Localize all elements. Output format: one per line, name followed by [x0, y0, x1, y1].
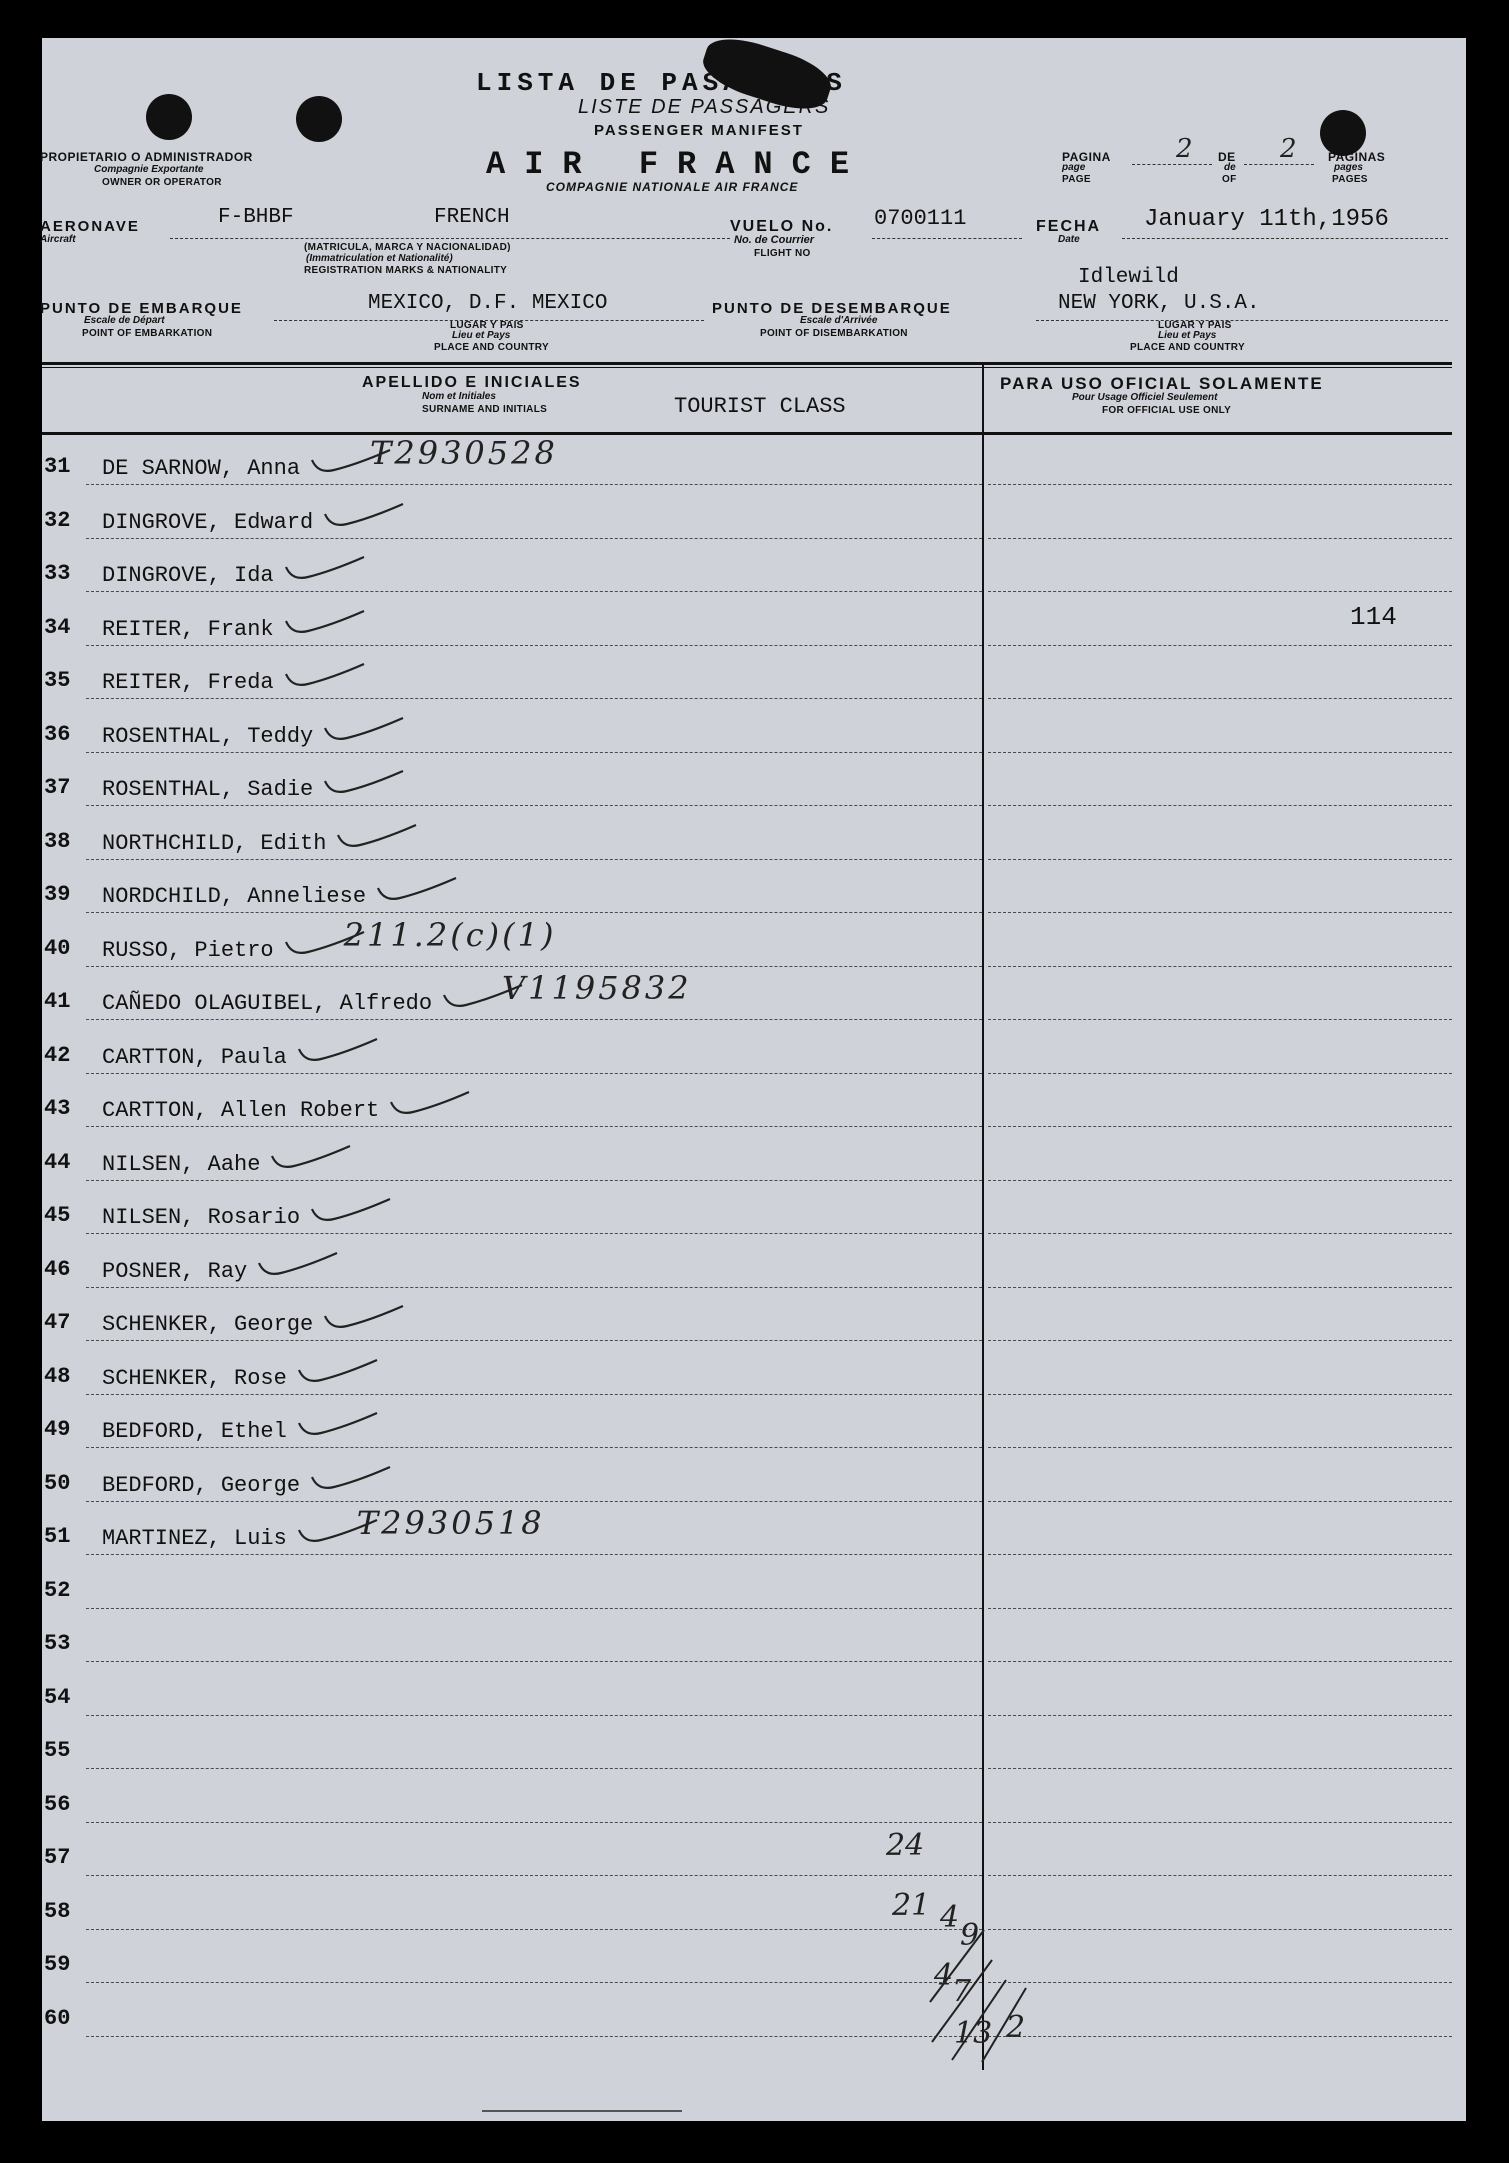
- reg-fr: (Immatriculation et Nationalité): [306, 253, 453, 264]
- check-mark: [295, 1350, 385, 1390]
- lugar-fr-1: Lieu et Pays: [452, 330, 511, 341]
- official-row-line: [988, 1768, 1452, 1769]
- vuelo-en: FLIGHT NO: [754, 248, 811, 259]
- row-number: 55: [44, 1738, 71, 1763]
- paginas-label: PAGINAS: [1328, 150, 1386, 164]
- check-mark-stroke: [272, 1146, 350, 1167]
- row-number: 35: [44, 668, 71, 693]
- row-line: [86, 1394, 982, 1395]
- check-mark-stroke: [259, 1253, 337, 1274]
- passenger-name: REITER, Freda: [102, 670, 274, 695]
- fecha-label: FECHA: [1036, 218, 1102, 235]
- passenger-name: DINGROVE, Ida: [102, 563, 274, 588]
- passenger-name: NILSEN, Aahe: [102, 1151, 261, 1177]
- class-label: TOURIST CLASS: [674, 394, 846, 419]
- row-number: 33: [44, 561, 71, 586]
- row-line: [86, 859, 982, 860]
- row-number: 38: [44, 828, 71, 854]
- row-number: 40: [44, 935, 71, 961]
- de-en: OF: [1222, 174, 1237, 185]
- row-number: 56: [44, 1791, 71, 1817]
- passenger-name: MARTINEZ, Luis: [102, 1526, 287, 1551]
- tally-slash: [982, 1988, 1026, 2062]
- pagina-fr: page: [1062, 162, 1086, 173]
- official-row-line: [988, 591, 1452, 592]
- row-line: [86, 1126, 982, 1127]
- row-line: [86, 1929, 982, 1930]
- manifest-date: January 11th,1956: [1144, 206, 1389, 233]
- official-row-line: [988, 1126, 1452, 1127]
- row-line: [86, 1661, 982, 1662]
- official-number: 114: [1350, 602, 1397, 632]
- check-mark-stroke: [299, 1039, 377, 1060]
- official-row-line: [988, 859, 1452, 860]
- passenger-name: BEDFORD, George: [102, 1472, 301, 1498]
- official-row-line: [988, 538, 1452, 539]
- embarque-label: PUNTO DE EMBARQUE: [40, 300, 243, 317]
- check-mark: [295, 1029, 385, 1069]
- tally-number: 21: [892, 1888, 931, 1923]
- tally-number: 4: [940, 1900, 960, 1935]
- lugar-fr-2: Lieu et Pays: [1158, 330, 1217, 341]
- passenger-name: NORDCHILD, Anneliese: [102, 884, 367, 909]
- row-line: [86, 752, 982, 753]
- official-row-line: [988, 1554, 1452, 1555]
- official-row-line: [988, 912, 1452, 913]
- row-line: [86, 1447, 982, 1448]
- disembarkation-place: NEW YORK, U.S.A.: [1058, 292, 1260, 315]
- passenger-name: SCHENKER, George: [102, 1312, 314, 1337]
- vuelo-fr: No. de Courrier: [734, 234, 815, 246]
- row-line: [86, 1019, 982, 1020]
- check-mark-stroke: [286, 557, 364, 578]
- check-mark: [321, 761, 411, 801]
- row-number: 45: [44, 1203, 71, 1228]
- owner-fr: Compagnie Exportante: [94, 164, 204, 175]
- check-mark: [282, 654, 372, 694]
- tally-number: 24: [886, 1828, 925, 1863]
- row-line: [86, 2036, 982, 2037]
- row-line: [86, 645, 982, 646]
- title-manifest: PASSENGER MANIFEST: [594, 122, 804, 139]
- fecha-fr: Date: [1058, 234, 1080, 245]
- de-fr: de: [1224, 162, 1236, 173]
- row-number: 59: [44, 1952, 71, 1977]
- lugar-en-1: PLACE AND COUNTRY: [434, 342, 549, 353]
- check-mark: [321, 708, 411, 748]
- row-number: 41: [44, 989, 71, 1014]
- names-header: APELLIDO E INICIALES: [362, 374, 582, 391]
- check-mark: [308, 1457, 398, 1497]
- handwritten-note: T2930518: [356, 1504, 545, 1542]
- title-liste: LISTE DE PASSAGERS: [578, 96, 831, 118]
- passenger-name: DINGROVE, Edward: [102, 509, 314, 535]
- disembarkation-airport: Idlewild: [1078, 266, 1179, 289]
- tally-number: 2: [1006, 2010, 1026, 2045]
- handwritten-note: V1195832: [502, 969, 692, 1007]
- reg-en: REGISTRATION MARKS & NATIONALITY: [304, 265, 508, 276]
- row-number: 52: [44, 1577, 71, 1603]
- reg-es: (MATRICULA, MARCA Y NACIONALIDAD): [304, 242, 511, 253]
- check-mark-stroke: [325, 771, 403, 792]
- flight-number: 0700111: [874, 206, 967, 231]
- lugar-es-1: LUGAR Y PAIS: [450, 320, 524, 331]
- row-number: 50: [44, 1470, 71, 1496]
- row-number: 60: [44, 2005, 71, 2031]
- row-number: 47: [44, 1310, 71, 1335]
- row-line: [86, 1875, 982, 1876]
- row-line: [86, 591, 982, 592]
- check-mark: [387, 1082, 477, 1122]
- check-mark: [334, 815, 424, 855]
- check-mark-stroke: [312, 1467, 390, 1488]
- check-mark-stroke: [338, 825, 416, 846]
- check-mark-stroke: [299, 1360, 377, 1381]
- names-header-en: SURNAME AND INITIALS: [422, 404, 548, 415]
- row-number: 53: [44, 1631, 71, 1656]
- row-number: 46: [44, 1256, 71, 1282]
- row-number: 44: [44, 1149, 71, 1175]
- lugar-es-2: LUGAR Y PAIS: [1158, 320, 1232, 331]
- row-line: [86, 1073, 982, 1074]
- tally-strokes: [922, 1928, 1072, 2068]
- official-row-line: [988, 1822, 1452, 1823]
- pagina-en: PAGE: [1062, 174, 1091, 185]
- official-row-line: [988, 645, 1452, 646]
- official-row-line: [988, 966, 1452, 967]
- row-line: [86, 1715, 982, 1716]
- tally-number: 9: [960, 1918, 980, 1953]
- row-number: 58: [44, 1898, 71, 1924]
- names-header-fr: Nom et Initiales: [422, 391, 496, 402]
- row-number: 48: [44, 1363, 71, 1389]
- official-row-line: [988, 698, 1452, 699]
- passenger-name: CAÑEDO OLAGUIBEL, Alfredo: [102, 991, 433, 1016]
- row-line: [86, 698, 982, 699]
- tally-number: 7: [952, 1974, 972, 2009]
- paginas-en: PAGES: [1332, 174, 1368, 185]
- passenger-name: SCHENKER, Rose: [102, 1365, 287, 1391]
- page-number: 2: [1176, 134, 1193, 164]
- check-mark-stroke: [299, 1413, 377, 1434]
- official-row-line: [988, 1875, 1452, 1876]
- official-row-line: [988, 1233, 1452, 1234]
- aeronave-label: AERONAVE: [40, 218, 140, 235]
- row-line: [86, 1608, 982, 1609]
- passenger-name: RUSSO, Pietro: [102, 937, 274, 963]
- passenger-name: BEDFORD, Ethel: [102, 1419, 287, 1444]
- official-header-fr: Pour Usage Officiel Seulement: [1072, 392, 1218, 403]
- passenger-name: CARTTON, Paula: [102, 1044, 287, 1070]
- desembarque-fr: Escale d'Arrivée: [800, 315, 878, 326]
- handwritten-note: 211.2(c)(1): [343, 915, 557, 954]
- row-line: [86, 805, 982, 806]
- official-row-line: [988, 1180, 1452, 1181]
- passenger-name: ROSENTHAL, Teddy: [102, 723, 314, 749]
- check-mark-stroke: [378, 878, 456, 899]
- row-number: 34: [44, 614, 71, 640]
- check-mark: [374, 868, 464, 908]
- official-header-en: FOR OFFICIAL USE ONLY: [1102, 405, 1232, 416]
- title-lista: LISTA DE PASAJEROS: [476, 68, 847, 98]
- official-row-line: [988, 1715, 1452, 1716]
- check-mark-stroke: [286, 664, 364, 685]
- check-mark: [282, 547, 372, 587]
- punch-hole-center: [296, 96, 342, 142]
- owner-en: OWNER OR OPERATOR: [102, 177, 222, 188]
- official-row-line: [988, 1447, 1452, 1448]
- official-row-line: [988, 1019, 1452, 1020]
- check-mark-stroke: [286, 611, 364, 632]
- row-line: [86, 1287, 982, 1288]
- official-row-line: [988, 1073, 1452, 1074]
- official-row-line: [988, 1287, 1452, 1288]
- row-line: [86, 1180, 982, 1181]
- check-mark: [295, 1403, 385, 1443]
- row-number: 36: [44, 721, 71, 747]
- tally-slash: [930, 1930, 984, 2002]
- passenger-name: NORTHCHILD, Edith: [102, 830, 327, 856]
- row-line: [86, 1822, 982, 1823]
- row-line: [86, 484, 982, 485]
- check-mark: [321, 1296, 411, 1336]
- row-line: [86, 538, 982, 539]
- row-line: [86, 1768, 982, 1769]
- passenger-name: NILSEN, Rosario: [102, 1205, 301, 1230]
- row-line: [86, 1233, 982, 1234]
- row-number: 32: [44, 507, 71, 533]
- check-mark-stroke: [325, 718, 403, 739]
- passenger-name: ROSENTHAL, Sadie: [102, 777, 314, 802]
- official-row-line: [988, 1501, 1452, 1502]
- tally-number: 13: [954, 2016, 993, 2051]
- embarkation-place: MEXICO, D.F. MEXICO: [368, 292, 608, 315]
- official-row-line: [988, 1340, 1452, 1341]
- page-total: 2: [1280, 134, 1297, 164]
- pagina-label: PAGINA: [1062, 150, 1111, 164]
- passenger-name: REITER, Frank: [102, 616, 274, 642]
- official-header: PARA USO OFICIAL SOLAMENTE: [1000, 374, 1324, 393]
- tally-slash: [952, 1980, 1006, 2060]
- row-line: [86, 1501, 982, 1502]
- official-row-line: [988, 1394, 1452, 1395]
- check-mark: [282, 601, 372, 641]
- row-number: 57: [44, 1845, 71, 1870]
- de-label: DE: [1218, 150, 1236, 164]
- official-row-line: [988, 1608, 1452, 1609]
- row-line: [86, 966, 982, 967]
- official-row-line: [988, 1661, 1452, 1662]
- punch-hole-left: [146, 94, 192, 140]
- check-mark-stroke: [312, 1199, 390, 1220]
- aircraft-nationality: FRENCH: [434, 206, 510, 229]
- tally-slash: [932, 1960, 992, 2042]
- passenger-name: DE SARNOW, Anna: [102, 456, 301, 481]
- owner-label: PROPIETARIO O ADMINISTRADOR: [40, 150, 253, 164]
- lugar-en-2: PLACE AND COUNTRY: [1130, 342, 1245, 353]
- official-row-line: [988, 752, 1452, 753]
- check-mark: [255, 1243, 345, 1283]
- airline-name: AIR FRANCE: [486, 146, 869, 183]
- check-mark-stroke: [325, 504, 403, 525]
- aircraft-fr: Aircraft: [40, 234, 76, 245]
- airline-sub: COMPAGNIE NATIONALE AIR FRANCE: [546, 180, 799, 194]
- desembarque-en: POINT OF DISEMBARKATION: [760, 328, 908, 339]
- row-number: 49: [44, 1417, 71, 1442]
- check-mark: [268, 1136, 358, 1176]
- check-mark-stroke: [325, 1306, 403, 1327]
- row-number: 42: [44, 1042, 71, 1068]
- check-mark: [308, 1189, 398, 1229]
- vuelo-label: VUELO No.: [730, 218, 834, 235]
- passenger-name: POSNER, Ray: [102, 1258, 248, 1284]
- tally-number: 4: [934, 1958, 954, 1993]
- passenger-name: CARTTON, Allen Robert: [102, 1098, 380, 1123]
- aircraft-reg: F-BHBF: [218, 206, 294, 229]
- embarque-en: POINT OF EMBARKATION: [82, 328, 213, 339]
- official-row-line: [988, 805, 1452, 806]
- row-line: [86, 1982, 982, 1983]
- handwritten-note: T2930528: [370, 434, 558, 472]
- check-mark: [321, 494, 411, 534]
- paginas-fr: pages: [1334, 162, 1363, 173]
- embarque-fr: Escale de Départ: [84, 315, 165, 326]
- row-number: 37: [44, 775, 71, 800]
- row-number: 31: [44, 454, 71, 479]
- row-number: 51: [44, 1524, 71, 1549]
- desembarque-label: PUNTO DE DESEMBARQUE: [712, 300, 952, 317]
- check-mark-stroke: [391, 1092, 469, 1113]
- manifest-sheet: [42, 38, 1466, 2121]
- row-number: 39: [44, 882, 71, 907]
- row-number: 54: [44, 1684, 71, 1710]
- official-row-line: [988, 484, 1452, 485]
- row-line: [86, 1554, 982, 1555]
- row-line: [86, 1340, 982, 1341]
- column-divider: [982, 364, 984, 2070]
- row-line: [86, 912, 982, 913]
- row-number: 43: [44, 1096, 71, 1121]
